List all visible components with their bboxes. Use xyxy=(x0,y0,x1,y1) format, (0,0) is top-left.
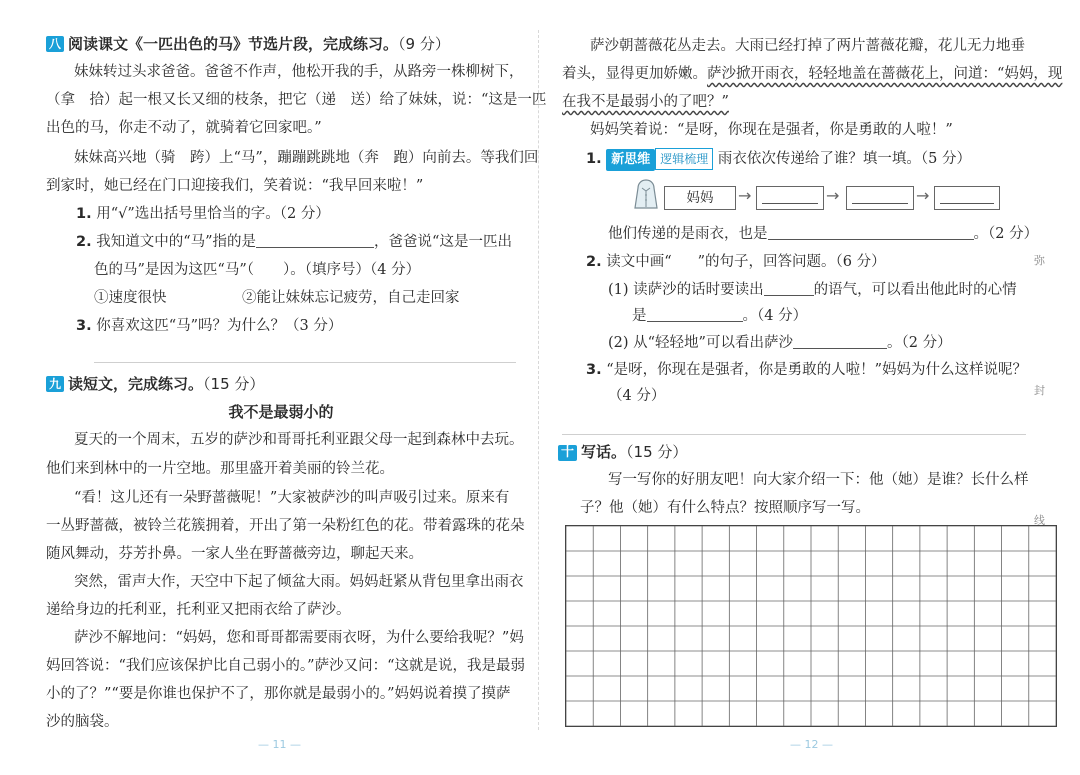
article-title: 我不是最弱小的 xyxy=(228,403,334,421)
q8-2-text-b: ，爸爸说“这是一匹出 xyxy=(374,234,512,250)
logic-sort-chip: 逻辑梳理 xyxy=(655,148,713,170)
q8-3-number: 3. xyxy=(76,318,92,334)
section-8-title: 阅读课文《一匹出色的马》节选片段，完成练习。 xyxy=(68,35,399,53)
q9-2-sub2-a: (2) 从“轻轻地”可以看出萨沙 xyxy=(608,335,793,351)
section-9-heading xyxy=(46,374,264,394)
article-cont-line: 萨沙朝蔷薇花丛走去。大雨已经打掉了两片蔷薇花瓣，花儿无力地垂 xyxy=(590,38,1025,54)
article-line: “看！这儿还有一朵野蔷薇呢！”大家被萨沙的叫声吸引过来。原来有 xyxy=(74,490,510,506)
article-line: 他们来到林中的一片空地。那里盛开着美丽的铃兰花。 xyxy=(46,461,394,477)
question-9-3 xyxy=(586,360,1027,380)
question-9-1 xyxy=(586,148,971,171)
q9-3-score: （4 分） xyxy=(608,388,666,404)
marked-sentence-a: 萨沙掀开雨衣，轻轻地盖在蔷薇花上，问道：“妈妈，现 xyxy=(707,66,1063,82)
right-page xyxy=(540,0,1080,775)
article-line: 小的了？”“要是你谁也保护不了，那你就是最弱小的。”妈妈说着摸了摸萨 xyxy=(46,686,511,702)
side-seal-label: 弥 xyxy=(1034,254,1045,267)
side-seal-label: 线 xyxy=(1034,514,1045,527)
q9-2-sub1-cont xyxy=(632,306,807,326)
chain-box-mother: 妈妈 xyxy=(664,186,736,210)
q9-3-number: 3. xyxy=(586,362,602,378)
answer-blank[interactable] xyxy=(793,336,887,349)
section-8-heading xyxy=(46,34,450,54)
article-line: 随风舞动，芬芳扑鼻。一家人坐在野蔷薇旁边，聊起天来。 xyxy=(46,546,423,562)
q9-1-text: 雨衣依次传递给了谁？填一填。（5 分） xyxy=(717,151,971,167)
article-cont-text: 着头，显得更加娇嫩。 xyxy=(562,66,707,82)
section-9-title: 读短文，完成练习。 xyxy=(68,375,204,393)
answer-blank[interactable] xyxy=(647,309,743,322)
q9-2-sub1-b: 的语气，可以看出他此时的心情 xyxy=(813,282,1017,298)
section-9-badge: 九 xyxy=(46,376,64,392)
answer-blank[interactable] xyxy=(256,235,374,248)
arrow-icon: → xyxy=(826,186,840,205)
article-cont-line xyxy=(562,92,729,112)
q9-2-sub1-d: 。（4 分） xyxy=(742,308,808,324)
question-8-1 xyxy=(76,204,330,224)
section-9-score: （15 分） xyxy=(203,375,265,393)
q8-2-number: 2. xyxy=(76,234,92,250)
passage8-line: 出色的马，你走不动了，就骑着它回家吧。” xyxy=(46,120,322,136)
answer-blank[interactable] xyxy=(764,283,814,296)
section-10-badge: 十 xyxy=(558,445,577,461)
section10-line: 写一写你的好朋友吧！向大家介绍一下：他（她）是谁？长什么样 xyxy=(608,472,1029,488)
q9-1-line2-a: 他们传递的是雨衣，也是 xyxy=(608,226,768,242)
page-number-12: — 12 — xyxy=(790,738,833,751)
q9-2-text-b: ”的句子，回答问题。（6 分） xyxy=(697,254,886,270)
article-line: 夏天的一个周末，五岁的萨沙和哥哥托利亚跟父母一起到森林中去玩。 xyxy=(74,432,524,448)
section-10-title: 写话。 xyxy=(581,443,627,461)
answer-blank[interactable] xyxy=(768,227,974,240)
q9-2-sub1-c: 是 xyxy=(632,308,647,324)
section-8-badge: 八 xyxy=(46,36,64,52)
passage8-line: （拿 拾）起一根又长又细的枝条，把它（递 送）给了妹妹，说：“这是一匹 xyxy=(46,92,547,108)
side-seal-label: 封 xyxy=(1034,384,1045,397)
q9-2-text-a: 读文中画“ xyxy=(606,254,672,270)
article-cont-line xyxy=(562,64,1062,84)
q8-2-option-2: ②能让妹妹忘记疲劳，自己走回家 xyxy=(242,290,460,306)
q8-1-text: 用“√”选出括号里恰当的字。（2 分） xyxy=(96,206,330,222)
q9-1-line2-b: 。（2 分） xyxy=(973,226,1039,242)
article-line: 妈回答说：“我们应该保护比自己弱小的。”萨沙又问：“这就是说，我是最弱 xyxy=(46,658,525,674)
section10-line: 子？他（她）有什么特点？按照顺序写一写。 xyxy=(580,500,870,516)
answer-line[interactable] xyxy=(562,434,1026,435)
article-line: 突然，雷声大作，天空中下起了倾盆大雨。妈妈赶紧从背包里拿出雨衣 xyxy=(74,574,524,590)
question-8-2 xyxy=(76,232,512,252)
article-line: 一丛野蔷薇，被铃兰花簇拥着，开出了第一朵粉红色的花。带着露珠的花朵 xyxy=(46,518,525,534)
arrow-icon: → xyxy=(916,186,930,205)
raincoat-icon xyxy=(632,178,660,212)
chain-box-blank[interactable] xyxy=(846,186,914,210)
passage8-line: 到家时，她已经在门口迎接我们，笑着说：“我早回来啦！” xyxy=(46,178,424,194)
q9-2-sub1-a: (1) 读萨沙的话时要读出 xyxy=(608,282,764,298)
writing-grid[interactable] xyxy=(565,525,1057,727)
section-10-heading xyxy=(558,442,687,462)
q8-2-option-1: ①速度很快 xyxy=(94,290,167,306)
answer-line[interactable] xyxy=(94,362,516,363)
passage8-line: 妹妹高兴地（骑 跨）上“马”，蹦蹦跳跳地（奔 跑）向前去。等我们回 xyxy=(74,150,539,166)
q9-1-number: 1. xyxy=(586,151,602,167)
arrow-icon: → xyxy=(738,186,752,205)
q8-1-number: 1. xyxy=(76,206,92,222)
chain-box-blank[interactable] xyxy=(934,186,1000,210)
article-line: 递给身边的托利亚，托利亚又把雨衣给了萨沙。 xyxy=(46,602,351,618)
q9-1-line2 xyxy=(608,224,1038,244)
question-9-2 xyxy=(586,252,886,272)
marked-sentence-b: 在我不是最弱小的了吧？” xyxy=(562,94,729,110)
question-8-3 xyxy=(76,316,342,336)
q9-2-number: 2. xyxy=(586,254,602,270)
q8-2-line2: 色的马”是因为这匹“马”（ ）。（填序号）（4 分） xyxy=(94,262,421,278)
q8-3-text: 你喜欢这匹“马”吗？为什么？（3 分） xyxy=(96,318,343,334)
article-line: 萨沙不解地问：“妈妈，您和哥哥都需要雨衣呀，为什么要给我呢？”妈 xyxy=(74,630,524,646)
section-8-score: （9 分） xyxy=(398,35,450,53)
passage8-line: 妹妹转过头求爸爸。爸爸不作声，他松开我的手，从路旁一株柳树下， xyxy=(74,64,524,80)
q9-2-sub2 xyxy=(608,333,952,353)
q8-2-text-a: 我知道文中的“马”指的是 xyxy=(96,234,257,250)
article-line: 沙的脑袋。 xyxy=(46,714,119,730)
section-10-score: （15 分） xyxy=(626,443,688,461)
wavy-line-sample xyxy=(672,252,698,272)
q9-3-text: “是呀，你现在是强者，你是勇敢的人啦！”妈妈为什么这样说呢？ xyxy=(606,362,1028,378)
q9-2-sub2-b: 。（2 分） xyxy=(886,335,952,351)
article-cont-line: 妈妈笑着说：“是呀，你现在是强者，你是勇敢的人啦！” xyxy=(590,122,953,138)
chain-box-blank[interactable] xyxy=(756,186,824,210)
q9-2-sub1 xyxy=(608,280,1017,300)
new-thinking-chip: 新思维 xyxy=(606,149,655,171)
page-number-11: — 11 — xyxy=(258,738,301,751)
